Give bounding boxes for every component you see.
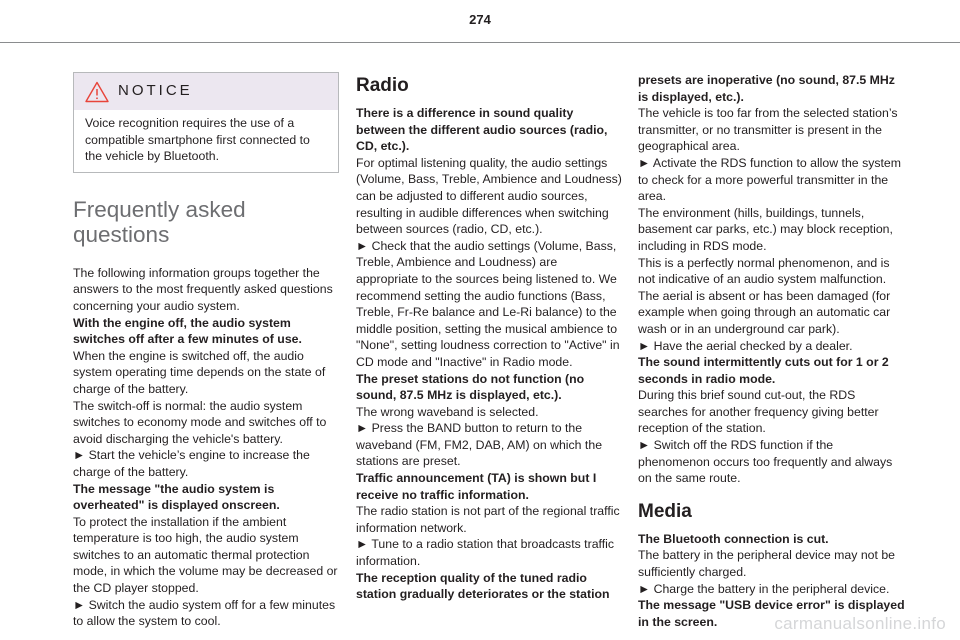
faq-intro: The following information groups together the answers to the most frequently asked questions concerning your audio system. (73, 265, 333, 313)
radio-action: ► Have the aerial checked by a dealer. (638, 338, 853, 353)
column-2 (356, 72, 622, 603)
notice-header (74, 73, 338, 110)
radio-answer: For optimal listening quality, the audio settings (Volume, Bass, Treble, Ambience and Loudness) can be adjusted to different audio sources, resulting in audible differences when switching between sources (radio, CD, etc.). (356, 155, 622, 237)
notice-title: NOTICE (118, 82, 193, 99)
radio-answer: The wrong waveband is selected. (356, 404, 539, 419)
media-heading: Media (638, 500, 692, 522)
radio-question: Traffic announcement (TA) is shown but I receive no traffic information. (356, 471, 597, 502)
warning-triangle-icon (85, 81, 109, 103)
column-1 (73, 72, 339, 630)
radio-answer: During this brief sound cut-out, the RDS searches for another frequency giving better reception of the station. (638, 388, 879, 436)
faq-answer: When the engine is switched off, the audio system operating time depends on the state of charge of the battery. (73, 348, 326, 396)
faq-question: With the engine off, the audio system switches off after a few minutes of use. (73, 315, 302, 347)
media-question: The Bluetooth connection is cut. (638, 531, 829, 546)
radio-answer: The radio station is not part of the regional traffic information network. (356, 504, 620, 535)
media-question: The message "USB device error" is displayed in the screen. (638, 598, 905, 629)
watermark: carmanualsonline.info (774, 614, 946, 633)
radio-question-continued: presets are inoperative (no sound, 87.5 MHz is displayed, etc.). (638, 73, 895, 104)
media-action: ► Charge the battery in the peripheral device. (638, 581, 890, 596)
radio-answer: The environment (hills, buildings, tunnels, basement car parks, etc.) may block reception, including in RDS mode. (638, 205, 893, 253)
faq-action: ► Start the vehicle’s engine to increase the charge of the battery. (73, 448, 310, 479)
radio-answer: This is a perfectly normal phenomenon, and is not indicative of an audio system malfunction. (638, 255, 890, 287)
column-3 (638, 72, 906, 630)
page-number: 274 (469, 12, 491, 27)
radio-action: ► Activate the RDS function to allow the system to check for a more powerful transmitter in the area. (638, 155, 902, 204)
faq-answer: To protect the installation if the ambient temperature is too high, the audio system switches to an automatic thermal protection mode, in which the volume may be decreased or the CD player stopped. (73, 514, 338, 596)
notice-text: Voice recognition requires the use of a compatible smartphone first connected to the vehicle by Bluetooth. (85, 116, 310, 164)
radio-answer: The vehicle is too far from the selected station’s transmitter, or no transmitter is present in the geographical area. (638, 106, 898, 154)
notice-box (73, 72, 339, 173)
radio-question: The preset stations do not function (no sound, 87.5 MHz is displayed, etc.). (356, 371, 585, 403)
radio-action: ► Press the BAND button to return to the waveband (FM, FM2, DAB, AM) on which the stations are preset. (356, 421, 603, 469)
faq-answer: The switch-off is normal: the audio system switches to economy mode and switches off to avoid discharging the vehicle's battery. (73, 398, 327, 446)
radio-question: The sound intermittently cuts out for 1 or 2 seconds in radio mode. (638, 355, 889, 386)
radio-question: The reception quality of the tuned radio station gradually deteriorates or the station (356, 570, 610, 602)
radio-heading: Radio (356, 75, 409, 96)
radio-action: ► Switch off the RDS function if the phenomenon occurs too frequently and always on the same route. (638, 438, 893, 486)
header-divider (0, 42, 960, 43)
faq-heading: Frequently asked questions (73, 196, 246, 247)
faq-action: ► Switch the audio system off for a few minutes to allow the system to cool. (73, 597, 336, 629)
radio-action: ► Tune to a radio station that broadcasts traffic information. (356, 537, 615, 569)
faq-question: The message "the audio system is overheated" is displayed onscreen. (73, 481, 280, 513)
media-answer: The battery in the peripheral device may not be sufficiently charged. (638, 548, 896, 580)
radio-question: There is a difference in sound quality between the different audio sources (radio, CD, etc.). (356, 106, 608, 154)
radio-answer: The aerial is absent or has been damaged (for example when going through an automatic car wash or in an underground car park). (638, 288, 891, 336)
radio-action: ► Check that the audio settings (Volume, Bass, Treble, Ambience and Loudness) are appropriate to the sources being listened to. We recommend setting the audio functions (Bass, Treble, Fr-Re balance and Le-Ri balance) to the middle position, setting the musical ambience to "None", setting loudness correction to "Active" in CD mode and "Inactive" in Radio mode. (356, 238, 620, 369)
